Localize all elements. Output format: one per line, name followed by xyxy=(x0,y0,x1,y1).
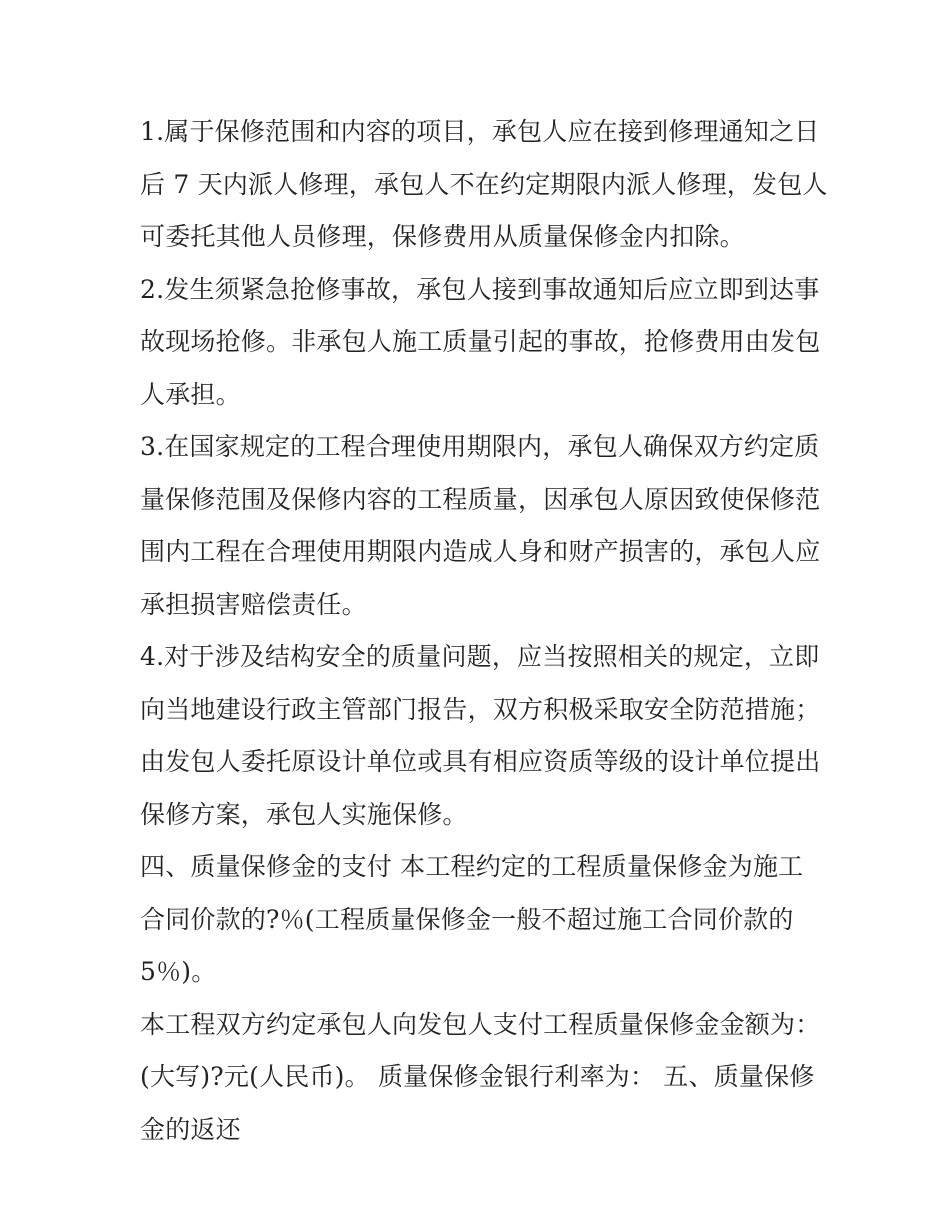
text-line: 量保修范围及保修内容的工程质量，因承包人原因致使保修范 xyxy=(140,484,821,514)
text-line: 2.发生须紧急抢修事故，承包人接到事故通知后应立即到达事 xyxy=(140,274,820,304)
text-line: 后 7 天内派人修理，承包人不在约定期限内派人修理，发包人 xyxy=(140,169,828,199)
text-line: 合同价款的?％(工程质量保修金一般不超过施工合同价款的 xyxy=(140,904,794,934)
text-line: 5％)。 xyxy=(140,957,217,986)
text-line: 向当地建设行政主管部门报告，双方积极采取安全防范措施； xyxy=(140,694,821,724)
text-line: 人承担。 xyxy=(140,379,241,409)
text-line: 四、质量保修金的支付 本工程约定的工程质量保修金为施工 xyxy=(140,852,804,881)
text-line: 3.在国家规定的工程合理使用期限内，承包人确保双方约定质 xyxy=(140,432,820,461)
text-line: 金的返还 xyxy=(140,1114,241,1144)
text-line: 4.对于涉及结构安全的质量问题，应当按照相关的规定，立即 xyxy=(140,642,820,671)
text-line: 围内工程在合理使用期限内造成人身和财产损害的，承包人应 xyxy=(140,537,821,566)
text-line: 可委托其他人员修理，保修费用从质量保修金内扣除。 xyxy=(140,222,745,251)
text-line: 保修方案，承包人实施保修。 xyxy=(140,799,468,829)
text-line: 本工程双方约定承包人向发包人支付工程质量保修金金额为： xyxy=(140,1009,821,1039)
text-line: 由发包人委托原设计单位或具有相应资质等级的设计单位提出 xyxy=(140,747,821,776)
text-line: 1.属于保修范围和内容的项目，承包人应在接到修理通知之日 xyxy=(140,117,820,146)
text-line: 承担损害赔偿责任。 xyxy=(140,589,367,619)
text-line: 故现场抢修。非承包人施工质量引起的事故，抢修费用由发包 xyxy=(140,327,821,356)
document-body xyxy=(140,106,828,1156)
text-line: (大写)?元(人民币)。 质量保修金银行利率为： 五、质量保修 xyxy=(140,1062,815,1091)
